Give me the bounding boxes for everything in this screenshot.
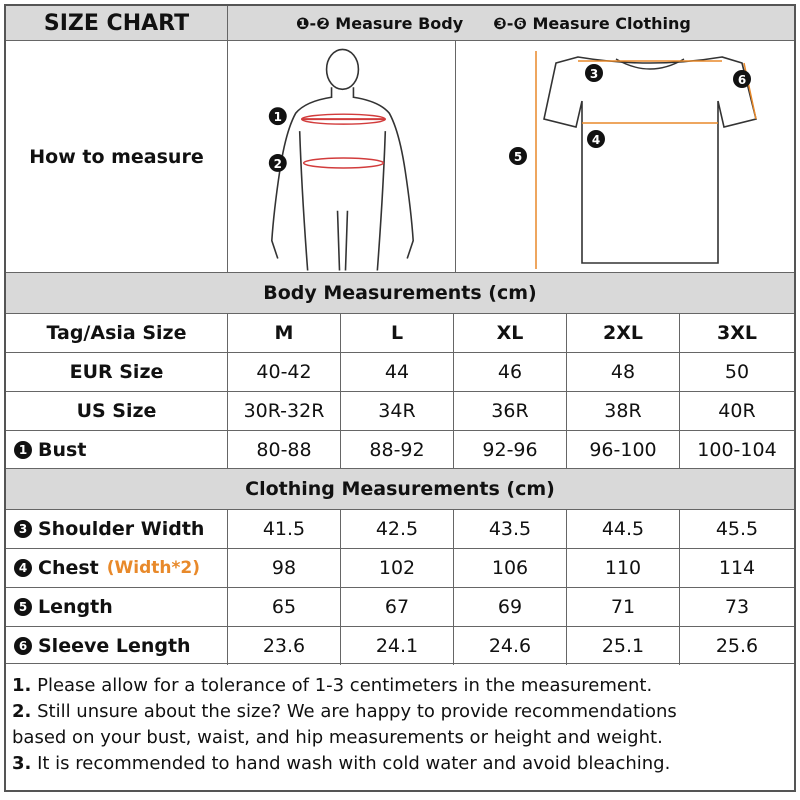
note-text: Please allow for a tolerance of 1-3 centimeters in the measurement. (31, 675, 653, 696)
body-measurements-title: Body Measurements (cm) (263, 282, 537, 304)
note-number: 1. (12, 675, 32, 696)
table-row (6, 588, 794, 626)
table-row (6, 392, 794, 430)
note-line (12, 751, 670, 776)
size-chart-title: SIZE CHART (6, 6, 228, 40)
row-label-text: Length (38, 596, 113, 618)
table-cell: 67 (341, 588, 454, 626)
row-label-note: (Width*2) (106, 558, 200, 578)
table-row (6, 510, 794, 548)
table-cell: 65 (228, 588, 341, 626)
table-cell: 25.6 (715, 635, 759, 657)
clothing-measurements-title: Clothing Measurements (cm) (245, 478, 555, 500)
row-label-text: Tag/Asia Size (46, 322, 187, 344)
marker-5-label: 5 (513, 150, 523, 164)
table-cell: 46 (454, 353, 567, 391)
table-cell: 96-100 (567, 431, 680, 469)
tshirt-illustration (456, 41, 794, 272)
row-label (6, 627, 228, 665)
number-marker-icon: 5 (14, 598, 32, 616)
table-cell: 102 (341, 549, 454, 587)
table-cell: 50 (724, 361, 750, 383)
table-row (6, 627, 794, 665)
table-cell: 30R-32R (228, 392, 341, 430)
table-cell: 98 (228, 549, 341, 587)
note-text: Still unsure about the size? We are happy to provide recommendations (31, 701, 677, 722)
number-marker-icon: 1 (14, 441, 32, 459)
number-marker-icon: 4 (14, 559, 32, 577)
table-cell: 25.1 (567, 627, 680, 665)
table-cell: 38R (567, 392, 680, 430)
table-cell: 36R (454, 392, 567, 430)
table-cell: 3XL (717, 322, 757, 344)
marker-1-label: 1 (273, 110, 282, 125)
marker-2-label: 2 (273, 156, 282, 171)
table-cell: 114 (718, 557, 756, 579)
body-measurements-header (6, 273, 794, 313)
table-cell: M (228, 314, 341, 352)
row-label (6, 588, 228, 626)
measure-body-label: ❶-❷ Measure Body (296, 13, 464, 33)
table-cell: 34R (341, 392, 454, 430)
table-row (6, 431, 794, 469)
table-cell: 100-104 (697, 439, 777, 461)
note-line (12, 673, 652, 698)
table-cell: 88-92 (341, 431, 454, 469)
row-label-text: Shoulder Width (38, 518, 205, 540)
table-cell: 44.5 (567, 510, 680, 548)
row-label (6, 392, 228, 430)
measure-clothing-label: ❸-❻ Measure Clothing (493, 13, 691, 33)
table-cell: 71 (567, 588, 680, 626)
table-cell: 106 (454, 549, 567, 587)
row-label (6, 314, 228, 352)
marker-3-label: 3 (589, 67, 599, 81)
note-text: based on your bust, waist, and hip measurements or height and weight. (12, 727, 663, 748)
clothing-measurements-header (6, 469, 794, 509)
table-cell: 41.5 (228, 510, 341, 548)
table-row (6, 314, 794, 352)
row-label-text: Sleeve Length (38, 635, 191, 657)
table-cell: L (341, 314, 454, 352)
divider (6, 663, 794, 664)
table-cell: 23.6 (228, 627, 341, 665)
note-text: It is recommended to hand wash with cold water and avoid bleaching. (31, 753, 671, 774)
note-line (12, 699, 677, 724)
table-cell: 110 (567, 549, 680, 587)
row-label-text: US Size (76, 400, 157, 422)
table-cell: 40R (718, 400, 756, 422)
table-cell: 40-42 (228, 353, 341, 391)
row-label (6, 431, 228, 469)
row-label (6, 549, 228, 587)
table-cell: 69 (454, 588, 567, 626)
row-label (6, 353, 228, 391)
table-row (6, 549, 794, 587)
table-cell: 43.5 (454, 510, 567, 548)
table-cell: 80-88 (228, 431, 341, 469)
table-cell: 44 (341, 353, 454, 391)
note-number: 2. (12, 701, 32, 722)
table-cell: 45.5 (715, 518, 759, 540)
note-number: 3. (12, 753, 32, 774)
note-line (12, 725, 663, 750)
table-cell: XL (454, 314, 567, 352)
number-marker-icon: 3 (14, 520, 32, 538)
how-to-measure-label: How to measure (6, 41, 228, 272)
table-cell: 92-96 (454, 431, 567, 469)
table-cell: 2XL (567, 314, 680, 352)
row-label (6, 510, 228, 548)
table-cell: 73 (724, 596, 750, 618)
table-row (6, 353, 794, 391)
header-row (6, 6, 794, 40)
row-label-text: Bust (38, 439, 87, 461)
row-label-text: EUR Size (69, 361, 164, 383)
table-cell: 42.5 (341, 510, 454, 548)
table-cell: 24.6 (454, 627, 567, 665)
body-figure-illustration (228, 41, 456, 272)
marker-4-label: 4 (591, 133, 601, 147)
marker-6-label: 6 (737, 73, 747, 87)
row-label-text: Chest (38, 557, 99, 579)
table-cell: 24.1 (341, 627, 454, 665)
number-marker-icon: 6 (14, 637, 32, 655)
how-to-measure-row (6, 41, 794, 272)
table-cell: 48 (567, 353, 680, 391)
